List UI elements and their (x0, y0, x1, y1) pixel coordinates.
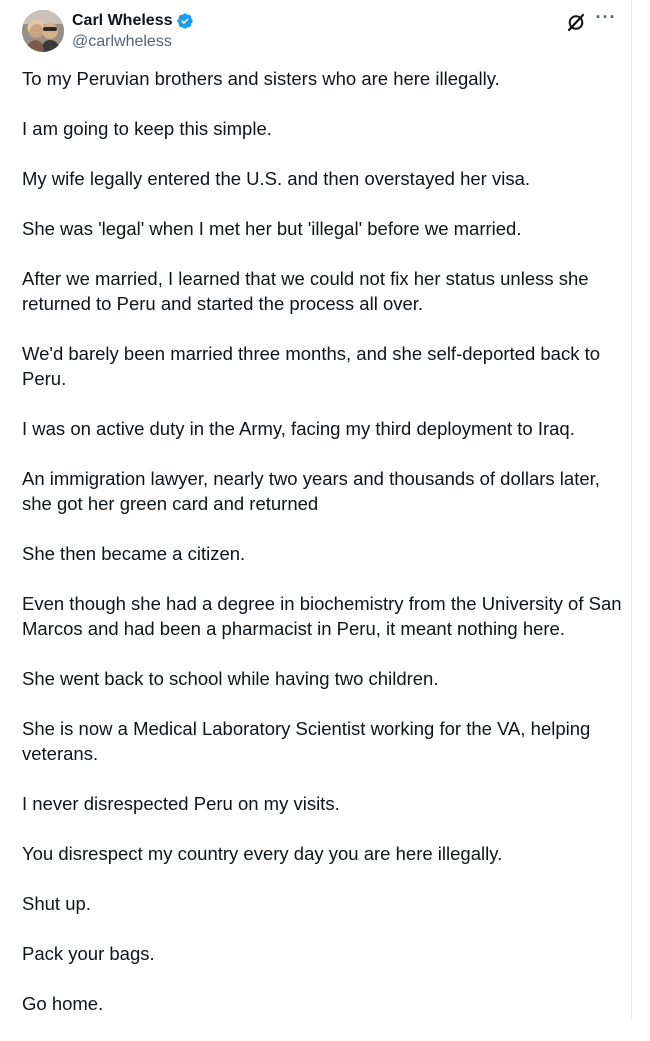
post-text (22, 66, 622, 1041)
post-paragraph: An immigration lawyer, nearly two years and thousands of dollars later, she got her green card and returned (22, 468, 600, 514)
author-display-name[interactable]: Carl Wheless (72, 12, 173, 29)
post-paragraph: Even though she had a degree in biochemistry from the University of San Marcos and had been a pharmacist in Peru, it meant nothing here. (22, 593, 622, 639)
post-paragraph: She went back to school while having two children. (22, 668, 439, 689)
post-paragraph: Pack your bags. (22, 943, 155, 964)
post-paragraph: After we married, I learned that we could not fix her status unless she returned to Peru and started the process all over. (22, 268, 589, 314)
post-paragraph: She was 'legal' when I met her but 'illegal' before we married. (22, 218, 522, 239)
verified-badge-icon[interactable] (176, 12, 194, 30)
post-paragraph: She is now a Medical Laboratory Scientist working for the VA, helping veterans. (22, 718, 591, 764)
post-paragraph: I was on active duty in the Army, facing my third deployment to Iraq. (22, 418, 575, 439)
post-paragraph: My wife legally entered the U.S. and then overstayed her visa. (22, 168, 530, 189)
post-paragraph: You disrespect my country every day you are here illegally. (22, 843, 503, 864)
post-paragraph: I never disrespected Peru on my visits. (22, 793, 340, 814)
post-header (22, 7, 622, 52)
post-paragraph: Shut up. (22, 893, 91, 914)
author-info (72, 11, 194, 51)
post-paragraph: We'd barely been married three months, and she self-deported back to Peru. (22, 343, 601, 389)
grok-slash-icon[interactable] (566, 12, 586, 32)
avatar-image (22, 10, 64, 52)
author-handle[interactable]: @carlwheless (72, 33, 172, 50)
post-paragraph: Go home. (22, 993, 104, 1014)
author-name-row (72, 11, 194, 31)
avatar[interactable] (22, 10, 64, 52)
more-horizontal-icon[interactable]: ··· (595, 7, 617, 27)
post-paragraph: She then became a citizen. (22, 543, 246, 564)
post-paragraph: To my Peruvian brothers and sisters who are here illegally. (22, 68, 500, 89)
post-paragraph: I am going to keep this simple. (22, 118, 272, 139)
